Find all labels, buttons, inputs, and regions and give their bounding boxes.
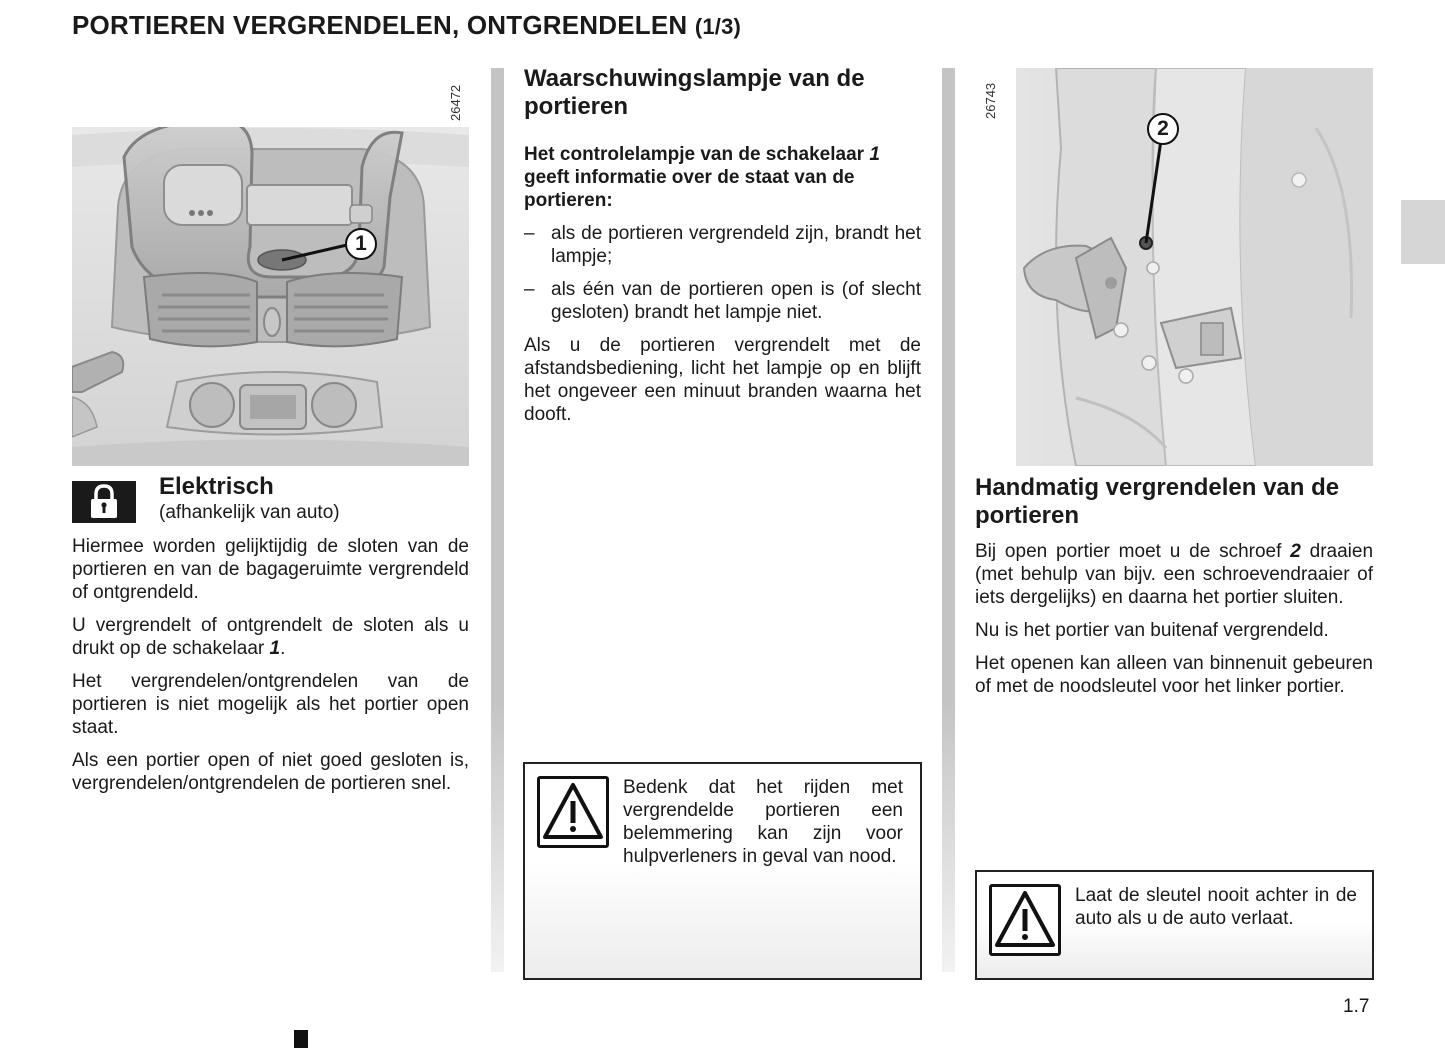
list-item-text: als één van de portieren open is (of slecht gesloten) brandt het lampje niet. <box>551 279 921 323</box>
column-separator-left <box>491 68 504 972</box>
page-title <box>72 10 741 41</box>
warning-text-middle: Bedenk dat het rijden met vergrendelde portieren een belemmering kan zijn voor hulpverleners in geval van nood. <box>623 777 903 867</box>
figure-number-left: 26472 <box>448 84 463 121</box>
callout-2: 2 <box>1147 113 1179 145</box>
door-lock-illustration <box>1016 68 1373 466</box>
column-separator-right <box>942 68 955 972</box>
list-item <box>524 278 921 324</box>
switch-reference-1: 1 <box>269 638 281 659</box>
right-heading: Handmatig vergrendelen van de portieren <box>975 474 1340 529</box>
right-paragraph-3: Het openen kan alleen van binnenuit gebeuren of met de noodsleutel voor het linker portier. <box>975 653 1373 697</box>
right-paragraph-1b: draaien (met behulp van bijv. een schroevendraaier of iets dergelijks) en daarna het portier sluiten. <box>975 541 1374 608</box>
right-paragraph-2: Nu is het portier van buitenaf vergrendeld. <box>975 620 1329 641</box>
dashboard-illustration <box>72 127 469 466</box>
dashboard-drawing <box>72 127 469 466</box>
list-dash: – <box>524 279 535 300</box>
section-title-elektrisch: Elektrisch <box>159 473 274 500</box>
right-paragraph-1a: Bij open portier moet u de schroef <box>975 541 1282 562</box>
chapter-thumb-tab <box>1401 200 1445 264</box>
section-subtitle: (afhankelijk van auto) <box>159 502 340 523</box>
left-paragraph-2-text: U vergrendelt of ontgrendelt de sloten als u drukt op de schakelaar <box>72 615 469 659</box>
figure-number-right: 26743 <box>983 82 998 119</box>
warning-box-right <box>975 870 1374 980</box>
page-number: 1.7 <box>1343 996 1370 1017</box>
list-dash: – <box>524 223 535 244</box>
left-paragraph-3: Het vergrendelen/ontgrendelen van de portieren is niet mogelijk als het portier open staat. <box>72 671 469 738</box>
lock-icon <box>72 481 136 523</box>
middle-body-text <box>524 143 921 436</box>
left-body-text <box>72 535 469 805</box>
list-item <box>524 222 921 268</box>
middle-intro-text: Het controlelampje van de schakelaar <box>524 144 865 165</box>
warning-icon-frame <box>537 776 609 848</box>
page-title-text: PORTIEREN VERGRENDELEN, ONTGRENDELEN <box>72 10 688 40</box>
warning-text-right: Laat de sleutel nooit achter in de auto als u de auto verlaat. <box>1075 885 1357 929</box>
middle-intro-rest: geeft informatie over de staat van de portieren: <box>524 167 855 211</box>
left-paragraph-1: Hiermee worden gelijktijdig de sloten van de portieren en van de bagageruimte vergrendeld of ontgrendeld. <box>72 536 469 603</box>
screw-reference-2: 2 <box>1290 541 1301 562</box>
list-item-text: als de portieren vergrendeld zijn, brandt het lampje; <box>551 223 921 267</box>
lock-badge <box>72 481 136 523</box>
section-elektrisch <box>159 473 469 524</box>
middle-intro <box>524 143 921 212</box>
warning-icon-frame <box>989 884 1061 956</box>
right-paragraph-1 <box>975 540 1373 609</box>
middle-paragraph: Als u de portieren vergrendelt met de afstandsbediening, licht het lampje op en blijft het ongeveer een minuut branden waarna het dooft. <box>524 335 921 425</box>
middle-heading: Waarschuwingslampje van de portieren <box>524 65 865 120</box>
callout-1: 1 <box>345 228 377 260</box>
crop-mark <box>294 1030 308 1048</box>
warning-box-middle <box>523 762 922 980</box>
warning-triangle-icon <box>540 779 606 845</box>
left-paragraph-2: U vergrendelt of ontgrendelt de sloten als u drukt op de schakelaar 1. <box>72 615 469 659</box>
warning-triangle-icon <box>992 887 1058 953</box>
page-part: (1/3) <box>694 14 742 39</box>
left-paragraph-4: Als een portier open of niet goed gesloten is, vergrendelen/ontgrendelen de portieren snel. <box>72 750 469 794</box>
switch-reference-1b: 1 <box>869 144 880 165</box>
door-lock-drawing <box>1016 68 1373 466</box>
right-body-text <box>975 540 1373 708</box>
